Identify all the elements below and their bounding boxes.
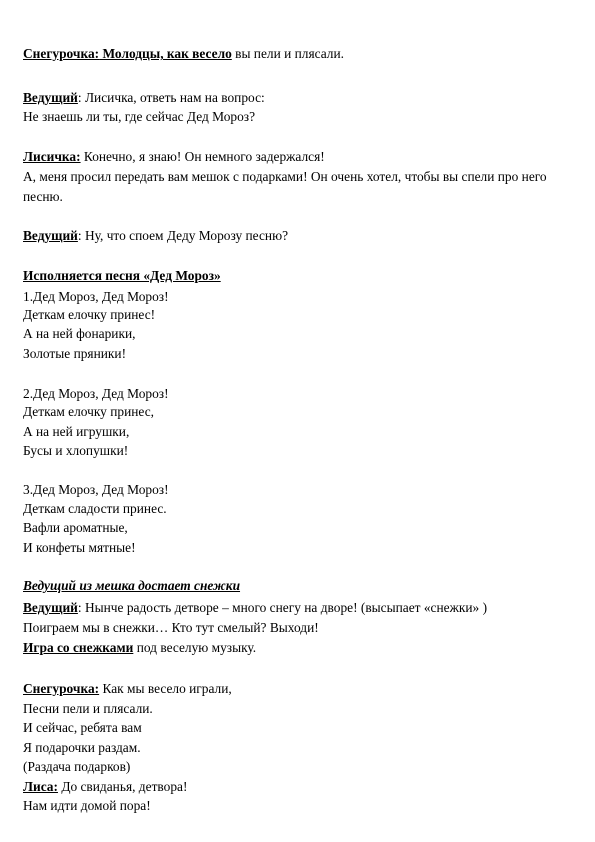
line-text: : Ну, что споем Деду Морозу песню? <box>77 228 289 243</box>
verse-line: Золотые пряники! <box>23 346 127 361</box>
speaker-label: Лиса: <box>23 779 58 794</box>
line-text: Нам идти домой пора! <box>23 798 151 813</box>
speaker-label: Ведущий <box>23 228 78 243</box>
line-text: вы пели и плясали. <box>231 46 345 61</box>
verse-line: 2.Дед Мороз, Дед Мороз! <box>23 386 169 401</box>
verse-line: Вафли ароматные, <box>23 520 128 535</box>
speaker-label: Ведущий <box>23 600 78 615</box>
line-snegurochka-1 <box>23 46 344 62</box>
line-text: : Нынче радость детворе – много снегу на дворе! (высыпает «снежки» ) <box>77 600 488 615</box>
verse-line: Бусы и хлопушки! <box>23 443 129 458</box>
line-lisichka <box>23 149 325 165</box>
stage-direction: Ведущий из мешка достает снежки <box>23 578 241 593</box>
speaker-label: Лисичка: <box>23 149 81 164</box>
line-text: Конечно, я знаю! Он немного задержался! <box>80 149 325 164</box>
speaker-label: Ведущий <box>23 90 78 105</box>
line-text: Песни пели и плясали. <box>23 701 153 716</box>
line-vedushchiy-1 <box>23 90 265 106</box>
line-text: И сейчас, ребята вам <box>23 720 142 735</box>
line-lisa <box>23 779 187 795</box>
verse-line: Деткам елочку принес, <box>23 404 154 419</box>
line-text: Поиграем мы в снежки… Кто тут смелый? Выходи! <box>23 620 319 635</box>
verse-line: 3.Дед Мороз, Дед Мороз! <box>23 482 169 497</box>
line-vedushchiy-2 <box>23 228 288 244</box>
line-vedushchiy-3 <box>23 600 487 616</box>
line-snegurochka-2 <box>23 681 232 697</box>
verse-line: А на ней фонарики, <box>23 326 136 341</box>
line-text: А, меня просил передать вам мешок с подарками! Он очень хотел, чтобы вы спели про него <box>23 169 547 184</box>
line-game <box>23 640 256 656</box>
song-heading: Исполняется песня «Дед Мороз» <box>23 268 221 283</box>
speaker-label: Снегурочка: <box>23 681 100 696</box>
verse-line: И конфеты мятные! <box>23 540 136 555</box>
line-text: Не знаешь ли ты, где сейчас Дед Мороз? <box>23 109 256 124</box>
line-text: песню. <box>23 189 63 204</box>
speaker-label: Снегурочка: <box>23 46 100 61</box>
line-text: : Лисичка, ответь нам на вопрос: <box>77 90 265 105</box>
line-text: под веселую музыку. <box>133 640 257 655</box>
verse-line: А на ней игрушки, <box>23 424 130 439</box>
line-text: (Раздача подарков) <box>23 759 131 774</box>
line-text: Как мы весело играли, <box>99 681 232 696</box>
verse-line: Деткам сладости принес. <box>23 501 167 516</box>
verse-line: 1.Дед Мороз, Дед Мороз! <box>23 289 169 304</box>
line-text: До свиданья, детвора! <box>57 779 188 794</box>
game-title: Игра со снежками <box>23 640 134 655</box>
line-text: Я подарочки раздам. <box>23 740 141 755</box>
underlined-text: Молодцы, как весело <box>99 46 232 61</box>
verse-line: Деткам елочку принес! <box>23 307 156 322</box>
